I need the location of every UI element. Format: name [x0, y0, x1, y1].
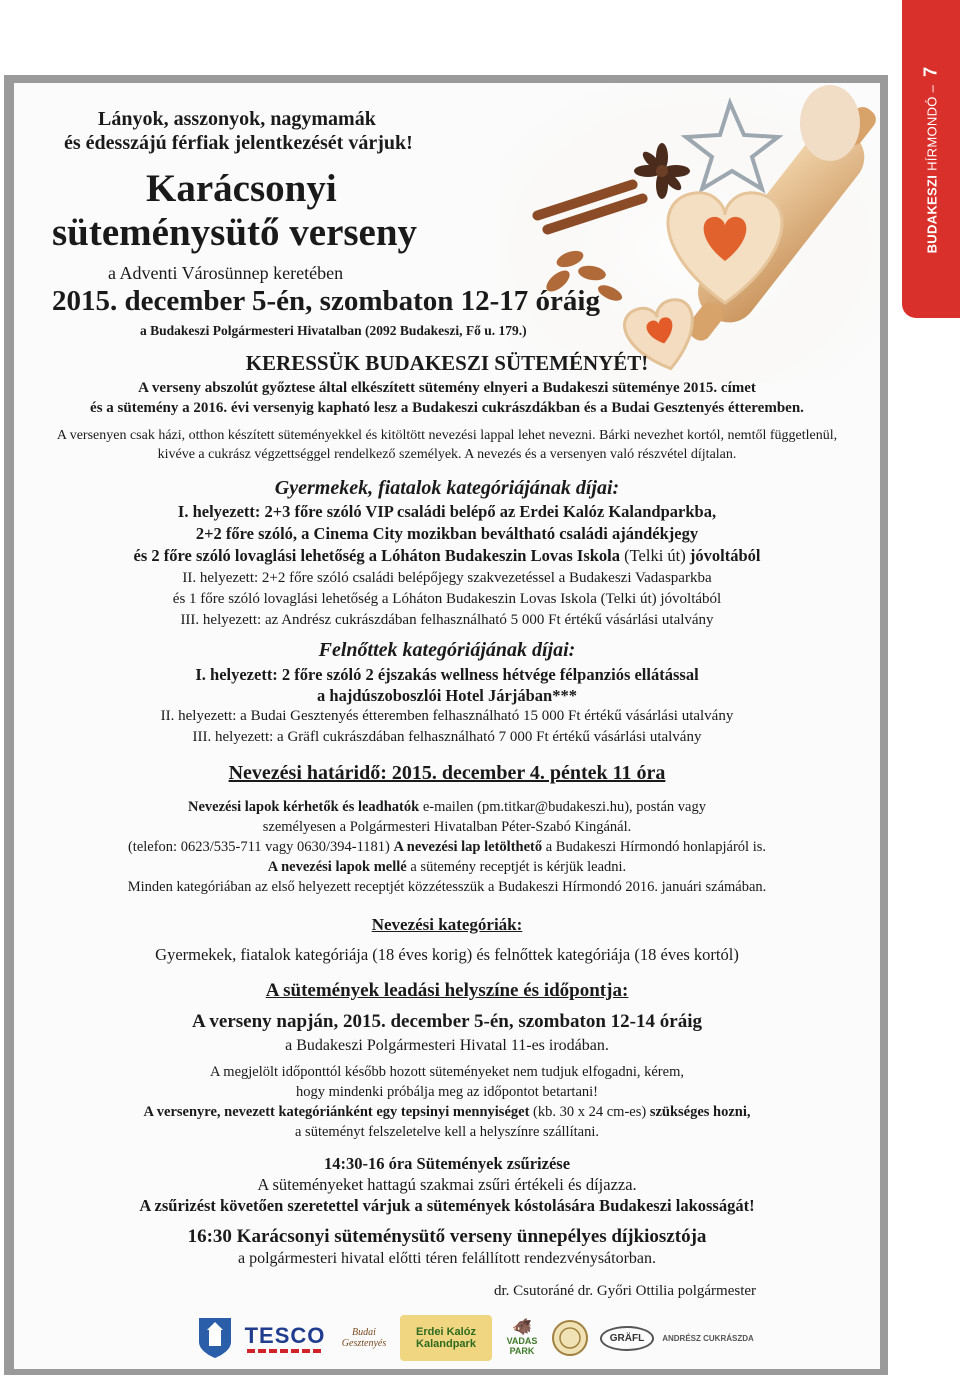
intro-line-2: és édesszájú férfiak jelentkezését várjuk!	[64, 132, 413, 154]
baking-illustration	[500, 83, 880, 383]
dropoff-heading: A sütemények leadási helyszíne és időpontja:	[265, 980, 629, 1001]
entry-line-2: személyesen a Polgármesteri Hivatalban Péter-Szabó Kingánál.	[262, 819, 632, 835]
vadas-line-2: PARK	[509, 1346, 535, 1356]
kids-first-1: I. helyezett: 2+3 főre szóló VIP családi belépő az Erdei Kalóz Kalandparkba,	[177, 502, 717, 521]
kaloz-line-1: Erdei Kalóz	[416, 1326, 476, 1338]
kids-first-3c: jóvoltából	[689, 546, 761, 565]
vadaspark-logo	[500, 1315, 544, 1361]
rules-line-1: A versenyen csak házi, otthon készített süteményekkel és kitöltött nevezési lappal lehet nevezni. Bárki nevezhet kortól, nemtől függetlenül,	[56, 428, 838, 443]
dropoff-line-2: a Budakeszi Polgármesteri Hivatal 11-es irodában.	[285, 1037, 609, 1054]
dropoff-line-1: A verseny napján, 2015. december 5-én, szombaton 12-14 óráig	[192, 1011, 702, 1032]
adults-heading: Felnőttek kategóriájának díjai:	[318, 639, 576, 661]
tesco-wordmark: TESCO	[244, 1323, 326, 1348]
ceremony-line-1: 16:30 Karácsonyi süteménysütő verseny ünnepélyes díjkiosztója	[187, 1226, 707, 1247]
dropoff-note-4: a süteményt felszeletelve kell a helyszínre szállítani.	[295, 1124, 599, 1140]
winner-line-2: és a sütemény a 2016. évi versenyig kapható lesz a Budakeszi cukrászdákban és a Budai Gesztenyés étteremben.	[90, 400, 804, 416]
page-number: 7	[920, 66, 941, 77]
vadas-line-1: VADAS	[506, 1336, 538, 1346]
dropoff-note-2: hogy mindenki próbálja meg az időpontot betartani!	[295, 1084, 598, 1100]
dropoff-note-3b: (kb. 30 x 24 cm-es)	[529, 1104, 650, 1120]
kids-second-1: II. helyezett: 2+2 főre szóló családi belépőjegy szakvezetéssel a Budakeszi Vadasparkba	[182, 570, 712, 586]
kids-first-3	[14, 546, 880, 566]
kids-third: III. helyezett: az Andrész cukrászdában felhasználható 5 000 Ft értékű vásárlási utalvány	[180, 612, 714, 628]
entry-line-4b: a sütemény receptjét is kérjük leadni.	[406, 859, 627, 875]
entry-line-5: Minden kategóriában az első helyezett receptjét közzétesszük a Budakeszi Hírmondó 2016. januári számában.	[127, 879, 767, 895]
ceremony-line-2: a polgármesteri hivatal előtti téren felállított rendezvénysátorban.	[237, 1250, 657, 1267]
dropoff-note-3	[14, 1104, 880, 1121]
title-line-1: Karácsonyi	[146, 167, 337, 210]
andresz-wordmark: ANDRÉSZ CUKRÁSZDA	[662, 1333, 754, 1343]
grafl-logo	[596, 1315, 658, 1361]
publication-name: HÍRMONDÓ	[924, 96, 940, 171]
entry-line-1a: Nevezési lapok kérhetők és leadhatók	[188, 799, 420, 815]
kids-second-2: és 1 főre szóló lovaglási lehetőség a Lóháton Budakeszin Lovas Iskola (Telki út) jóvoltából	[172, 591, 722, 607]
page-title	[52, 167, 417, 255]
page-side-tab	[902, 0, 960, 318]
side-tab-label: BUDAKESZI HÍRMONDÓ – 7	[920, 66, 941, 254]
judging-line-3: A zsűrizést követően szeretettel várjuk a sütemények kóstolására Budakeszi lakosságát!	[139, 1196, 755, 1215]
lovas-iskola-seal-logo	[550, 1315, 590, 1361]
entry-line-3c: a Budakeszi Hírmondó honlapjáról is.	[542, 839, 767, 855]
poster-frame	[4, 75, 888, 1375]
dropoff-note-1: A megjelölt időponttól később hozott süteményeket nem tudjuk elfogadni, kérem,	[210, 1064, 684, 1080]
entry-line-4	[14, 859, 880, 876]
kids-first-2: 2+2 főre szóló, a Cinema City mozikban beváltható családi ajándékjegy	[195, 524, 699, 543]
deadline: Nevezési határidő: 2015. december 4. péntek 11 óra	[228, 762, 666, 784]
brand-name: BUDAKESZI	[924, 174, 940, 254]
budakeszi-crest-logo	[194, 1315, 236, 1361]
entry-line-4a: A nevezési lapok mellé	[267, 859, 407, 875]
subtitle: a Adventi Városünnep keretében	[108, 263, 344, 283]
rules-line-2: kivéve a cukrász végzettséggel rendelkező személyek. A nevezés és a versenyen való részvétel díjtalan.	[157, 447, 737, 462]
adults-third: III. helyezett: a Gräfl cukrászdában felhasználható 7 000 Ft értékű vásárlási utalvány	[192, 729, 702, 745]
kids-first-3b: (Telki út)	[620, 546, 690, 565]
sponsor-logos	[194, 1315, 754, 1365]
budai-gesztenyes-logo	[336, 1315, 392, 1361]
event-date: 2015. december 5-én, szombaton 12-17 óráig	[52, 285, 600, 317]
judging-line-1: 14:30-16 óra Sütemények zsűrizése	[323, 1154, 571, 1173]
grafl-wordmark: GRÄFL	[600, 1326, 654, 1351]
erdei-kaloz-logo	[400, 1315, 492, 1361]
adults-second: II. helyezett: a Budai Gesztenyés étteremben felhasználható 15 000 Ft értékű vásárlási utalvány	[160, 708, 734, 724]
tesco-logo	[244, 1315, 326, 1361]
entry-line-3a: (telefon: 0623/535-711 vagy 0630/394-1181)	[127, 839, 394, 855]
winner-line-1: A verseny abszolút győztese által elkészített sütemény elnyeri a Budakeszi süteménye 2015. címet	[138, 380, 756, 396]
categories-text: Gyermekek, fiatalok kategóriája (18 éves korig) és felnőttek kategóriája (18 éves kortól)	[155, 945, 739, 964]
gesztenyes-line-2: Gesztenyés	[341, 1338, 387, 1349]
boar-icon: 🐗	[512, 1319, 532, 1336]
event-address: a Budakeszi Polgármesteri Hivatalban (2092 Budakeszi, Fő u. 179.)	[140, 323, 527, 338]
categories-heading: Nevezési kategóriák:	[371, 915, 523, 934]
gesztenyes-line-1: Budai	[352, 1327, 376, 1338]
entry-line-1b: e-mailen (pm.titkar@budakeszi.hu), postán vagy	[419, 799, 706, 815]
dropoff-note-3a: A versenyre, nevezett kategóriánként egy tepsinyi mennyiséget	[143, 1104, 530, 1120]
entry-line-1	[14, 799, 880, 816]
adults-first-2: a hajdúszoboszlói Hotel Járjában***	[317, 686, 577, 705]
intro-line-1: Lányok, asszonyok, nagymamák	[98, 108, 376, 130]
dropoff-note-3c: szükséges hozni,	[649, 1104, 751, 1120]
intro-text	[64, 107, 413, 155]
adults-first-1: I. helyezett: 2 főre szóló 2 éjszakás wellness hétvége félpanziós ellátással	[195, 665, 699, 684]
entry-line-3	[14, 839, 880, 856]
title-line-2: süteménysütő verseny	[52, 211, 418, 254]
signature: dr. Csutoráné dr. Győri Ottilia polgármester	[494, 1283, 757, 1299]
entry-line-3b: A nevezési lap letölthető	[393, 839, 543, 855]
kaloz-line-2: Kalandpark	[416, 1338, 476, 1350]
kids-first-3a: és 2 főre szóló lovaglási lehetőség a Lóháton Budakeszin Lovas Iskola	[133, 546, 620, 565]
andresz-logo	[662, 1315, 754, 1361]
poster-sheet	[14, 83, 880, 1369]
search-heading: KERESSÜK BUDAKESZI SÜTEMÉNYÉT!	[245, 351, 649, 375]
kids-heading: Gyermekek, fiatalok kategóriájának díjai:	[274, 477, 620, 499]
judging-line-2: A süteményeket hattagú szakmai zsűri értékeli és díjazza.	[257, 1175, 637, 1194]
